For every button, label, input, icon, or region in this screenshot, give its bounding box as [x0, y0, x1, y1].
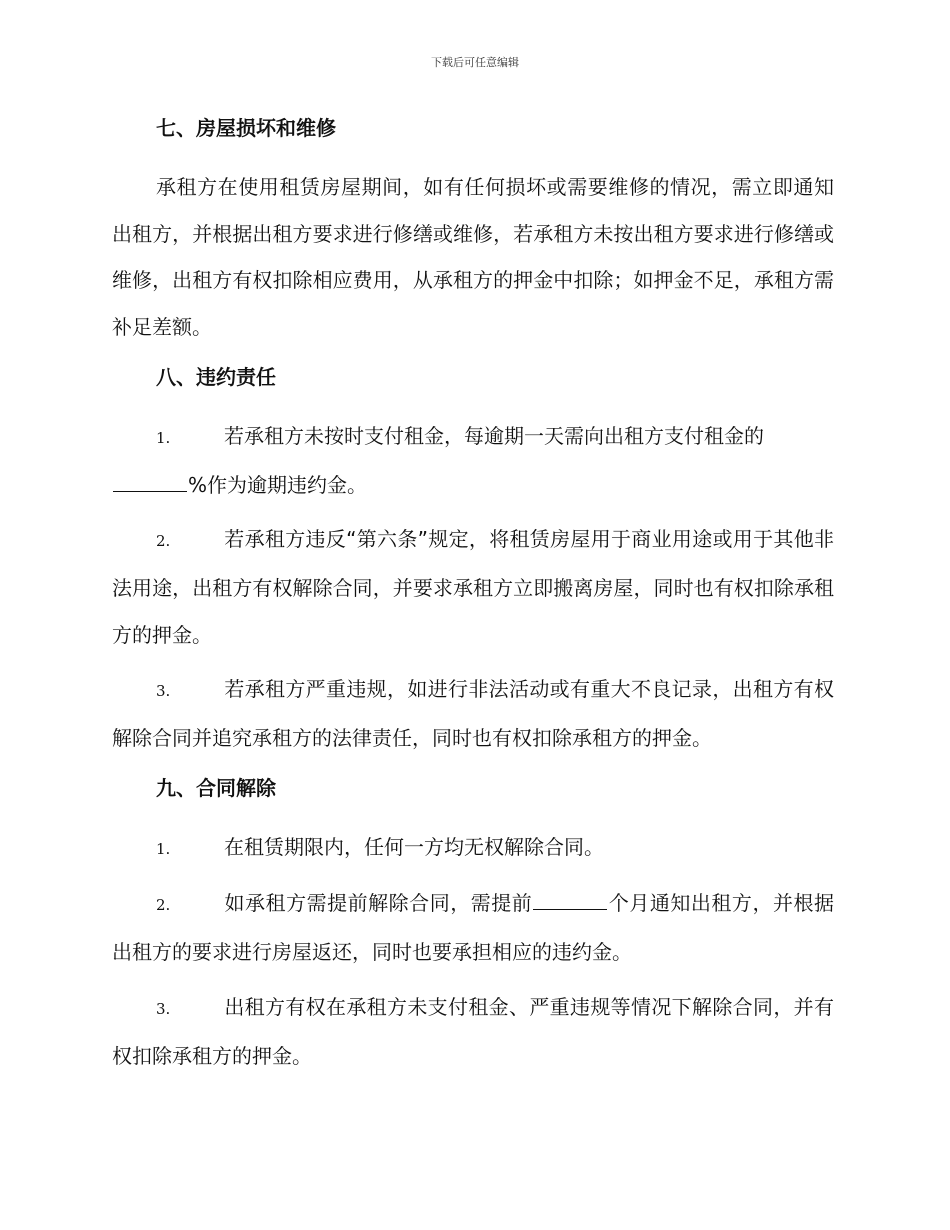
item-text-continued: %作为逾期违约金。	[188, 472, 368, 497]
section-9-item-2	[112, 880, 834, 975]
section-9-item-3	[112, 984, 834, 1079]
section-heading-9: 九、合同解除	[156, 775, 276, 800]
item-text: 若承租方未按时支付租金，每逾期一天需向出租方支付租金的	[224, 423, 764, 448]
section-heading-7: 七、房屋损坏和维修	[156, 116, 336, 140]
section-heading-8: 八、违约责任	[156, 364, 276, 389]
section-9-item-1	[112, 824, 834, 873]
item-text: 在租赁期限内，任何一方均无权解除合同。	[224, 834, 604, 859]
section-8-item-2	[112, 516, 834, 658]
section-8-item-3	[112, 666, 834, 761]
header-note: 下载后可任意编辑	[431, 56, 519, 69]
document-body	[112, 112, 834, 1087]
item-number: 2.	[156, 532, 171, 551]
item-text: 出租方有权在承租方未支付租金、严重违规等情况下解除合同，并有权扣除承租方的押金。	[112, 994, 834, 1068]
item-number: 3.	[156, 682, 171, 701]
item-text: 若承租方违反“第六条”规定，将租赁房屋用于商业用途或用于其他非法用途，出租方有权解除合同，并要求承租方立即搬离房屋，同时也有权扣除承租方的押金。	[112, 527, 834, 647]
section-8-item-1	[112, 413, 834, 508]
item-number: 2.	[156, 896, 171, 915]
item-number: 3.	[156, 999, 171, 1018]
section-7-paragraph: 承租方在使用租赁房屋期间，如有任何损坏或需要维修的情况，需立即通知出租方，并根据出租方要求进行修缮或维修，若承租方未按出租方要求进行修缮或维修，出租方有权扣除相应费用，从承租方的押金中扣除；如押金不足，承租方需补足差额。	[112, 175, 834, 340]
item-number: 1.	[156, 428, 171, 447]
fill-in-blank	[113, 490, 187, 492]
item-text: 如承租方需提前解除合同，需提前	[224, 891, 533, 916]
fill-in-blank	[533, 908, 607, 910]
item-text-continued: 个月通知出租方，并根据出租方的要求进行房屋返还，同时也要承担相应的违约金。	[112, 891, 835, 965]
item-number: 1.	[156, 839, 171, 858]
item-text: 若承租方严重违规，如进行非法活动或有重大不良记录，出租方有权解除合同并追究承租方的法律责任，同时也有权扣除承租方的押金。	[112, 677, 834, 751]
